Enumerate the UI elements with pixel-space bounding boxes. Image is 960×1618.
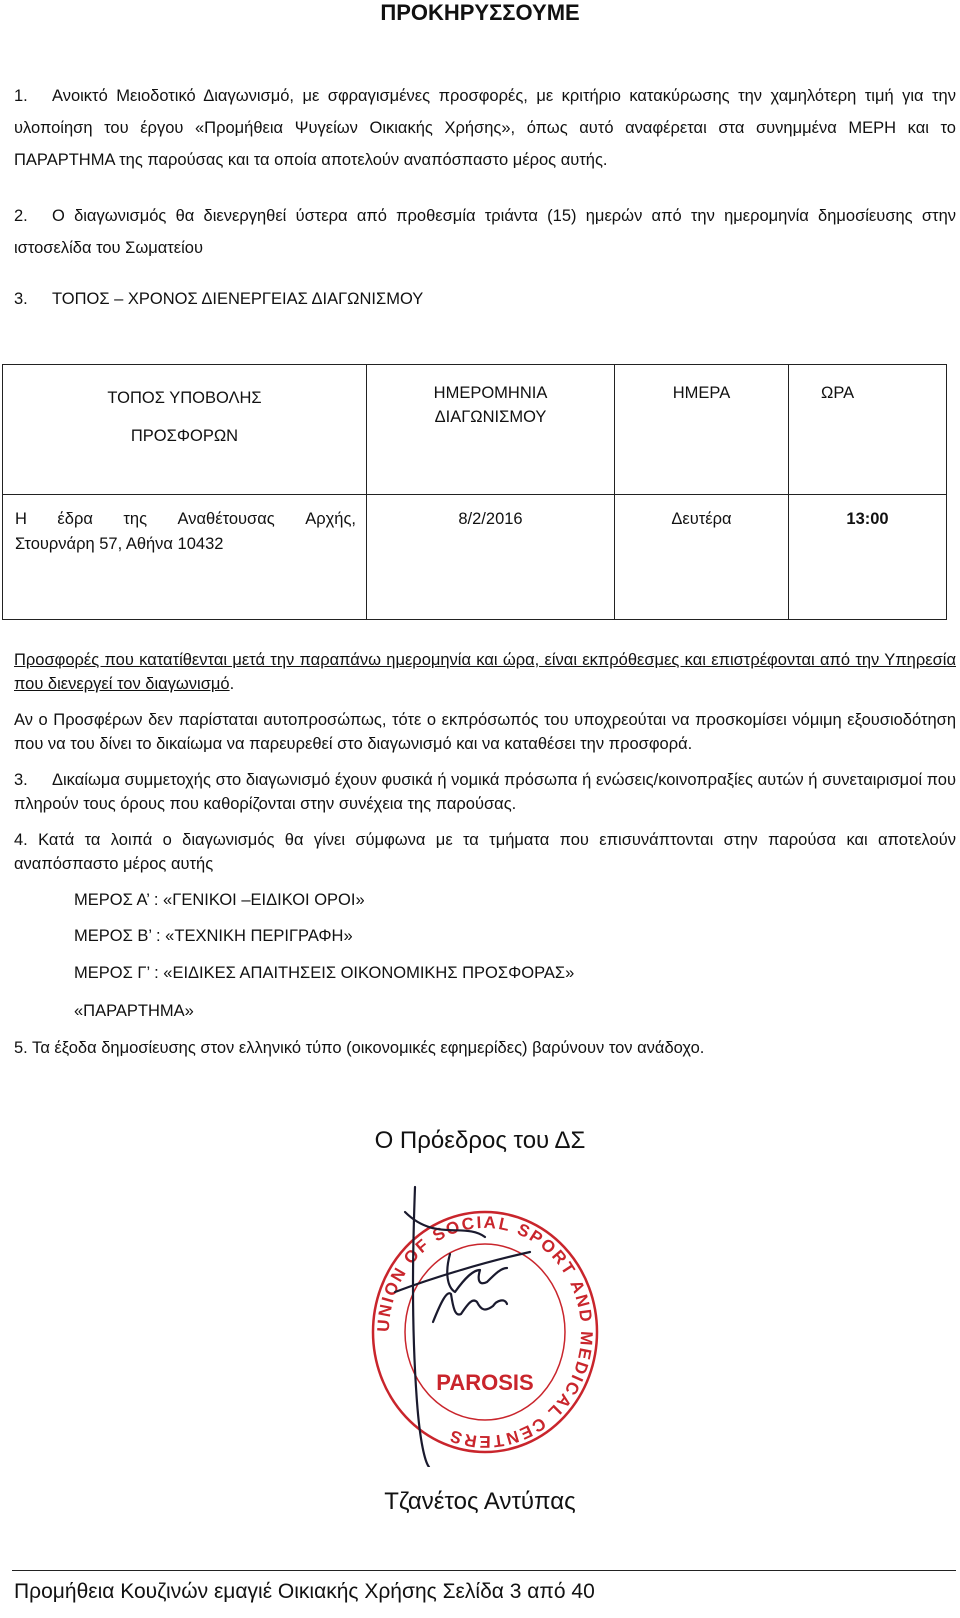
participation-text: Δικαίωμα συμμετοχής στο διαγωνισμό έχουν φυσικά ή νομικά πρόσωπα ή ενώσεις/κοινοπραξίες αυτών ή συνεταιρισμοί που πληρούν τους όρους που καθορίζονται στην συνέχεια της παρούσας. bbox=[14, 771, 956, 813]
footer-divider bbox=[12, 1570, 956, 1571]
table-header-row bbox=[3, 365, 947, 495]
header-day bbox=[615, 365, 789, 495]
item-3-title bbox=[14, 283, 956, 315]
participation-paragraph bbox=[14, 768, 956, 816]
president-name: Τζανέτος Αντύπας bbox=[384, 1488, 576, 1515]
item-2-text: Ο διαγωνισμός θα διενεργηθεί ύστερα από προθεσμία τριάντα (15) ημερών από την ημερομηνία δημοσίευσης στην ιστοσελίδα του Σωματείου bbox=[14, 207, 956, 257]
stamp-ink bbox=[373, 1212, 597, 1452]
stamp-inner-text: PAROSIS bbox=[436, 1370, 534, 1395]
address-word: έδρα bbox=[57, 510, 93, 528]
president-title: Ο Πρόεδρος του ΔΣ bbox=[374, 1127, 586, 1154]
address-line-2: Στουρνάρη 57, Αθήνα 10432 bbox=[15, 535, 224, 553]
stamp-seal bbox=[355, 1182, 615, 1467]
address-word: Αρχής, bbox=[305, 510, 356, 528]
svg-text:UNION OF SOCIAL SPORT AND MEDI bbox=[374, 1213, 596, 1451]
item-2-paragraph bbox=[14, 200, 956, 264]
cell-time-text: 13:00 bbox=[846, 510, 889, 528]
header-place-line-1: ΤΟΠΟΣ ΥΠΟΒΟΛΗΣ bbox=[107, 389, 262, 407]
representative-paragraph: Αν ο Προσφέρων δεν παρίσταται αυτοπροσώπως, τότε ο εκπρόσωπός του υποχρεούται να προσκομίσει νόμιμη εξουσιοδότηση που να του δίνει το δικαίωμα να παρευρεθεί στο διαγωνισμό και να καταθέσει την προσφορά. bbox=[14, 711, 956, 753]
header-place bbox=[3, 365, 367, 495]
item-4-paragraph: 4. Κατά τα λοιπά ο διαγωνισμός θα γίνει σύμφωνα με τα τμήματα που επισυνάπτονται στην παρούσα και αποτελούν αναπόσπαστο μέρος αυτής bbox=[14, 831, 956, 873]
header-day-text: ΗΜΕΡΑ bbox=[672, 384, 731, 402]
address-word: Αναθέτουσας bbox=[177, 510, 275, 528]
late-offers-period: . bbox=[229, 675, 235, 693]
item-1-paragraph bbox=[14, 80, 956, 176]
header-time-text: ΩΡΑ bbox=[821, 384, 855, 402]
stamp-outer-text: UNION OF SOCIAL SPORT AND MEDICAL CENTERS bbox=[373, 1212, 597, 1452]
address-line-1 bbox=[15, 507, 356, 532]
cell-date-text: 8/2/2016 bbox=[458, 510, 523, 528]
cell-address bbox=[3, 495, 367, 620]
header-place-line-2: ΠΡΟΣΦΟΡΩΝ bbox=[130, 427, 239, 445]
cell-date bbox=[367, 495, 615, 620]
address-word: Η bbox=[15, 510, 27, 528]
item-3-number: 3. bbox=[14, 290, 28, 308]
cell-time bbox=[789, 495, 947, 620]
part-b: ΜΕΡΟΣ Β’ : «ΤΕΧΝΙΚΗ ΠΕΡΙΓΡΑΦΗ» bbox=[74, 927, 353, 945]
table-row bbox=[3, 495, 947, 620]
item-2-number: 2. bbox=[14, 207, 28, 225]
appendix: «ΠΑΡΑΡΤΗΜΑ» bbox=[74, 1002, 194, 1020]
tender-schedule-table bbox=[2, 364, 947, 620]
item-3-title-text: ΤΟΠΟΣ – ΧΡΟΝΟΣ ΔΙΕΝΕΡΓΕΙΑΣ ΔΙΑΓΩΝΙΣΜΟΥ bbox=[52, 290, 424, 308]
page-footer: Προμήθεια Κουζινών εμαγιέ Οικιακής Χρήσης Σελίδα 3 από 40 bbox=[14, 1580, 595, 1603]
item-1-text: Ανοικτό Μειοδοτικό Διαγωνισμό, με σφραγισμένες προσφορές, με κριτήριο κατακύρωσης την χαμηλότερη τιμή για την υλοποίηση του έργου «Προμήθεια Ψυγείων Οικιακής Χρήσης», όπως αυτό αναφέρεται στα συνημμένα ΜΕΡΗ και το ΠΑΡΑΡΤΗΜΑ της παρούσας και τα οποία αποτελούν αναπόσπαστο μέρος αυτής. bbox=[14, 87, 956, 169]
header-date-line-2: ΔΙΑΓΩΝΙΣΜΟΥ bbox=[434, 408, 547, 426]
stamp-and-signature bbox=[355, 1182, 615, 1467]
item-1-number: 1. bbox=[14, 87, 28, 105]
late-offers-notice bbox=[14, 648, 956, 696]
header-date bbox=[367, 365, 615, 495]
cell-day-text: Δευτέρα bbox=[671, 510, 732, 528]
participation-number: 3. bbox=[14, 771, 28, 789]
address-word: της bbox=[123, 510, 148, 528]
header-time bbox=[789, 365, 947, 495]
item-5-paragraph: 5. Τα έξοδα δημοσίευσης στον ελληνικό τύπο (οικονομικές εφημερίδες) βαρύνουν τον ανάδοχο. bbox=[14, 1039, 705, 1057]
document-heading: ΠΡΟΚΗΡΥΣΣΟΥΜΕ bbox=[380, 0, 580, 25]
header-date-line-1: ΗΜΕΡΟΜΗΝΙΑ bbox=[433, 384, 548, 402]
part-a: ΜΕΡΟΣ Α’ : «ΓΕΝΙΚΟΙ –ΕΙΔΙΚΟΙ ΟΡΟΙ» bbox=[74, 891, 365, 909]
part-c: ΜΕΡΟΣ Γ’ : «ΕΙΔΙΚΕΣ ΑΠΑΙΤΗΣΕΙΣ ΟΙΚΟΝΟΜΙΚΗΣ ΠΡΟΣΦΟΡΑΣ» bbox=[74, 964, 575, 982]
cell-day bbox=[615, 495, 789, 620]
late-offers-text: Προσφορές που κατατίθενται μετά την παραπάνω ημερομηνία και ώρα, είναι εκπρόθεσμες και επιστρέφονται από την Υπηρεσία που διενεργεί τον διαγωνισμό bbox=[14, 651, 956, 693]
